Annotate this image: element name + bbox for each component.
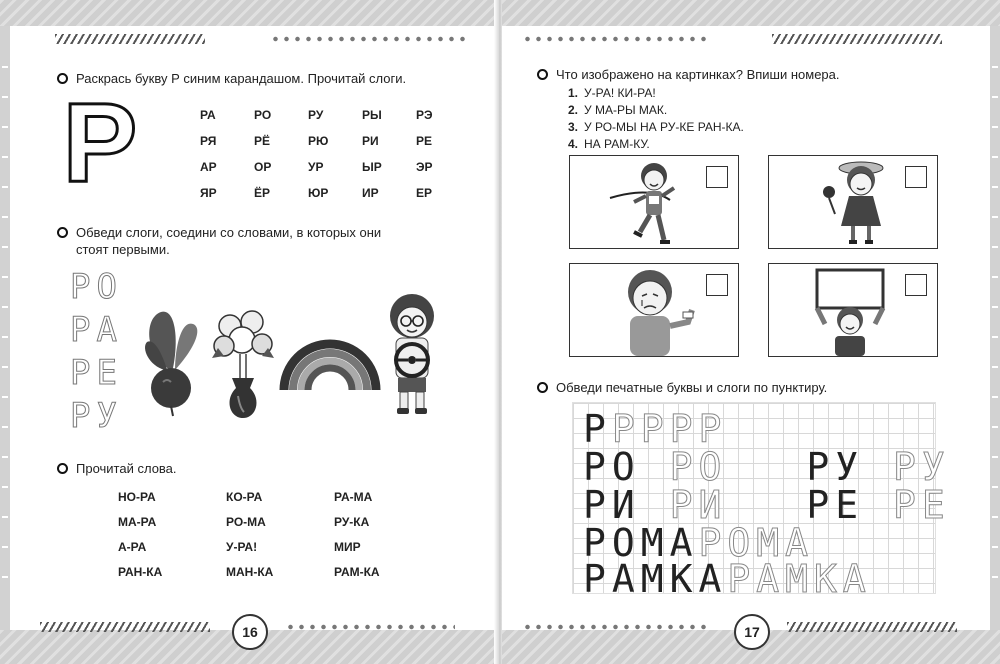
syllable: ЕР <box>416 186 433 200</box>
traced-syllable[interactable]: РЕ <box>70 353 123 393</box>
syllable: РЯ <box>200 134 217 148</box>
syllable: РЁ <box>254 134 271 148</box>
answer-box-3[interactable] <box>706 274 728 296</box>
task-1-instruction: Раскрась букву Р синим карандашом. Прочитай слоги. <box>57 70 406 87</box>
syllable: ЫР <box>362 160 382 174</box>
syllable: РИ <box>362 134 379 148</box>
tracing-grid[interactable] <box>572 402 951 601</box>
sentence-text: У РО-МЫ НА РУ-КЕ РАН-КА. <box>584 120 744 134</box>
sentence-number: 4. <box>568 137 579 151</box>
task-3-instruction: Прочитай слова. <box>57 460 177 477</box>
driver-boy-icon[interactable] <box>382 290 442 418</box>
trace-line-3[interactable]: РИ РИ РЕ РЕ <box>583 483 951 527</box>
sentence-item <box>568 102 744 119</box>
answer-box-4[interactable] <box>905 274 927 296</box>
decor-hatch <box>55 34 205 44</box>
sentence-text: У МА-РЫ МАК. <box>584 103 668 117</box>
decor-dots <box>522 36 712 42</box>
task-bullet-icon <box>57 463 68 474</box>
syllable: ЭР <box>416 160 433 174</box>
answer-box-2[interactable] <box>905 166 927 188</box>
word: РО-МА <box>226 515 266 529</box>
sentence-text: У-РА! КИ-РА! <box>584 86 656 100</box>
sentence-number: 3. <box>568 120 579 134</box>
syllable: УР <box>308 160 324 174</box>
decor-dots <box>285 624 455 630</box>
decor-hatch <box>40 622 210 632</box>
sentence-item <box>568 85 744 102</box>
syllable: ЁР <box>254 186 271 200</box>
sentence-item <box>568 119 744 136</box>
decor-dots <box>270 36 470 42</box>
word: МАН-КА <box>226 565 274 579</box>
trace-line-5[interactable]: РАМКАРАМКА <box>583 557 872 601</box>
trace-line-4[interactable]: РОМАРОМА <box>583 521 815 565</box>
decor-hatch <box>787 622 957 632</box>
pictures-row <box>130 290 450 420</box>
side-strip <box>0 26 10 630</box>
page-16 <box>0 0 498 664</box>
word-table <box>118 490 418 579</box>
syllable: РУ <box>308 108 324 122</box>
traced-syllable[interactable]: РО <box>70 267 123 307</box>
top-decor-band <box>0 0 498 26</box>
word: НО-РА <box>118 490 156 504</box>
sentence-number: 2. <box>568 103 579 117</box>
syllable: АР <box>200 160 217 174</box>
page-number: 16 <box>232 614 268 650</box>
syllable: ИР <box>362 186 379 200</box>
answer-box-1[interactable] <box>706 166 728 188</box>
task-bullet-icon <box>537 69 548 80</box>
sentence-number: 1. <box>568 86 579 100</box>
word: МИР <box>334 540 361 554</box>
side-strip <box>990 26 1000 630</box>
task-r2-instruction: Обведи печатные буквы и слоги по пунктиру. <box>537 379 827 396</box>
syllable: РЕ <box>416 134 433 148</box>
big-letter-r-outline[interactable] <box>62 80 138 205</box>
picture-card-4 <box>768 263 938 357</box>
syllable: ЯР <box>200 186 217 200</box>
word: РУ-КА <box>334 515 370 529</box>
task-2-instruction: Обведи слоги, соедини со словами, в которых они стоят первыми. <box>57 224 442 258</box>
sentence-item <box>568 136 744 153</box>
top-decor-band <box>502 0 1000 26</box>
syllable: РА <box>200 108 216 122</box>
word: РАМ-КА <box>334 565 380 579</box>
picture-card-1 <box>569 155 739 249</box>
picture-card-3 <box>569 263 739 357</box>
traced-syllable[interactable]: РУ <box>70 396 123 436</box>
big-letter-r: Р <box>62 80 138 205</box>
decor-dots <box>522 624 712 630</box>
sentence-list <box>568 85 744 153</box>
rainbow-icon[interactable] <box>280 332 380 392</box>
syllable: РЮ <box>308 134 329 148</box>
syllable-table <box>200 108 470 200</box>
word: КО-РА <box>226 490 263 504</box>
word: А-РА <box>118 540 147 554</box>
word: РА-МА <box>334 490 373 504</box>
trace-line-1[interactable]: РРРРР <box>583 407 728 451</box>
trace-line-2[interactable]: РО РО РУ РУ <box>583 445 951 489</box>
syllable: РО <box>254 108 272 122</box>
syllable: РЭ <box>416 108 433 122</box>
flower-vase-icon[interactable] <box>210 308 275 420</box>
word: У-РА! <box>226 540 258 554</box>
syllable: ОР <box>254 160 272 174</box>
beet-icon[interactable] <box>135 308 207 418</box>
picture-card-2 <box>768 155 938 249</box>
traced-syllables <box>70 266 122 438</box>
word: РАН-КА <box>118 565 163 579</box>
decor-hatch <box>772 34 942 44</box>
page-number: 17 <box>734 614 770 650</box>
syllable: ЮР <box>308 186 329 200</box>
word: МА-РА <box>118 515 157 529</box>
task-bullet-icon <box>57 227 68 238</box>
task-r1-instruction: Что изображено на картинках? Впиши номера. <box>537 66 840 83</box>
syllable: РЫ <box>362 108 382 122</box>
task-bullet-icon <box>537 382 548 393</box>
traced-syllable[interactable]: РА <box>70 310 123 350</box>
sentence-text: НА РАМ-КУ. <box>584 137 650 151</box>
